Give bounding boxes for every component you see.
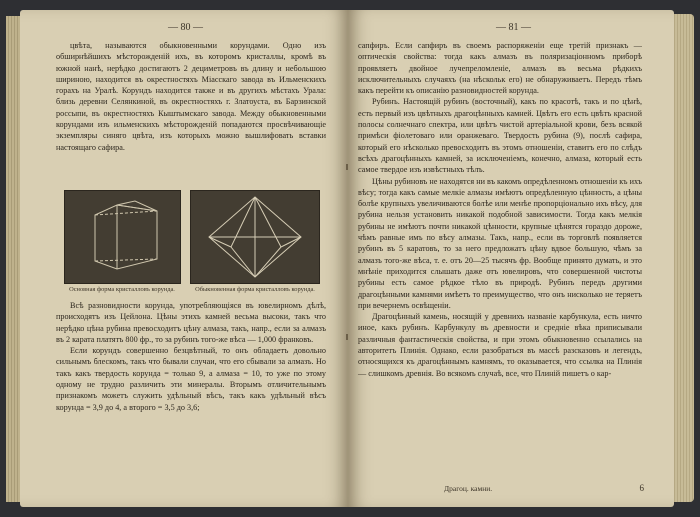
paragraph: Цѣны рубиновъ не находятся ни въ какомъ опредѣленномъ отношеніи къ ихъ вѣсу; тогда какъ самые мелкіе алмазы имѣютъ опредѣленную цѣнность, а цѣны болѣе крупныхъ увеличиваются болѣе или менѣе пропорціонально ихъ вѣсу, для рубина нельзя установить никакой подобной зависимости. Тогда какъ мелкія рубины не имѣютъ почти никакой цѣнности, крупные цѣнятся гораздо дороже, чѣмъ равные имъ по вѣсу алмазы. Такъ, напр., если въ торговлѣ появляется рубинъ въ 5 каратовъ, то за него предложатъ цѣну вдвое большую, чѣмъ за алмазъ того-же вѣса, т. е. отъ 20—25 тысячъ фр. Вообще принято думать, и это мнѣніе приходится слышать даже отъ ювелировъ, что совершенной чистоты рубины есть самое рѣдкое тѣло въ природѣ. Рубинъ передъ другими драгоцѣнными камнями имѣетъ то преимущество, что онъ нисколько не теряетъ при вечернемъ освѣщеніи. xyxy=(358,176,642,310)
right-page-edges xyxy=(672,14,694,502)
left-text-bottom xyxy=(56,300,326,413)
open-book xyxy=(6,4,694,513)
binding-stitch xyxy=(346,164,348,170)
page-number-right: — 81 — xyxy=(496,22,531,33)
paragraph: сапфиръ. Если сапфиръ въ своемъ распоряженіи еще третій признакъ — оптическія свойства: тогда какъ алмазъ въ поляризаціонномъ приборѣ проявляетъ двойное лучепреломленіе, алмазъ въ весьма рѣдкихъ исключительныхъ случаяхъ (на нѣскольк его) не обнаруживаетъ. Передъ тѣмъ какъ перейти къ описанію разновидностей корунда. xyxy=(358,41,642,96)
figure-caption-2: Обыкновенная форма кристалловъ корунда. xyxy=(195,286,315,293)
right-text xyxy=(358,40,642,379)
paragraph: Драгоцѣнный камень, носящій у древнихъ названіе карбункула, есть ничто иное, какъ рубинъ. Карбункулу въ древности и средніе вѣка приписывали различныя фантастическія свойства, и при этомъ обыкновенно ссылались на авторитетъ Плинія. Однако, если разобраться въ массѣ разсказовъ и легендъ, относящихся къ драгоцѣннымъ камнямъ, то оказывается, что ссылка на Плинія — слишкомъ древнія. Во всякомъ случаѣ, все, что Плиній пишетъ о кар- xyxy=(358,312,642,378)
footer-signature: Драгоц. камни. xyxy=(444,484,493,493)
left-page xyxy=(20,10,348,507)
paragraph: Если корундъ совершенно безцвѣтный, то онъ обладаетъ довольно сильнымъ блескомъ, такъ что бывали случаи, что его сбывали за алмазъ. Но такъ какъ твердость корунда = только 9, а алмаза = 10, то уже по этому одному не трудно различить эти минералы. Вторымъ отличительнымъ признакомъ можетъ служить удѣльный вѣсъ, такъ какъ удѣльный вѣсъ корунда = 3,9 до 4, а второго = 3,5 до 3,6; xyxy=(56,346,326,412)
paragraph: цвѣта, называются обыкновенными корундами. Одно изъ обширнѣйшихъ мѣсторожденій ихъ, въ которомъ кристаллы, кромѣ въ южной нанѣ, нерѣдко достигаютъ 2 дециметровъ въ длину и небольшою шириною, находится въ окрестностяхъ Міасскаго завода въ Ильменскихъ горахъ на Уралѣ. Корундъ находится также и въ другихъ мѣстахъ Урала: близь деревни Селянкиной, въ окрестностяхъ г. Златоуста, въ Барзинской россыпи, въ окрестностяхъ Кыштымскаго завода. Между обыкновенными корундами изъ ильменскихъ мѣсторожденій попадаются просвѣчивающіе экземпляры синяго цвѣта, изъ которыхъ можно вышлифовать вставки настоящаго сафира. xyxy=(56,41,326,152)
right-page xyxy=(348,10,674,507)
figure-common-corundum-crystal xyxy=(190,190,320,284)
binding-stitch xyxy=(346,334,348,340)
left-text-top xyxy=(56,40,326,153)
figure-basic-corundum-crystal xyxy=(64,190,181,284)
paragraph: Рубинъ. Настоящій рубинъ (восточный), какъ по красотѣ, такъ и по цѣнѣ, есть первый изъ цвѣтныхъ драгоцѣнныхъ камней. Цвѣтъ его есть цвѣтъ красной полосы солнечнаго спектра, или цвѣтъ чистой артеріальной крови, безъ всякой примѣси фіолетоваго или оранжеваго. Твердость рубина (9), послѣ сафира, который его нѣсколько превосходитъ въ этомъ отношеніи, ставитъ его по слѣдъ всѣхъ драгоцѣнныхъ камней, за исключеніемъ, конечно, алмаза, который есть самое твердое изъ извѣстныхъ тѣлъ. xyxy=(358,97,642,175)
footer-sheet-number: 6 xyxy=(639,483,644,493)
paragraph: Всѣ разновидности корунда, употребляющіяся въ ювелирномъ дѣлѣ, происходятъ изъ Цейлона. Цѣны этихъ камней весьма высоки, такъ что нерѣдко цѣна рубина превосходитъ цѣну алмаза, такъ, напр., если за алмазъ въ 2 карата платятъ 800 фр., то за рубинъ того-же вѣса — 1,000 франковъ. xyxy=(56,301,326,344)
page-number-left: — 80 — xyxy=(168,22,203,33)
figure-caption-1: Основная форма кристалловъ корунда. xyxy=(69,286,175,293)
